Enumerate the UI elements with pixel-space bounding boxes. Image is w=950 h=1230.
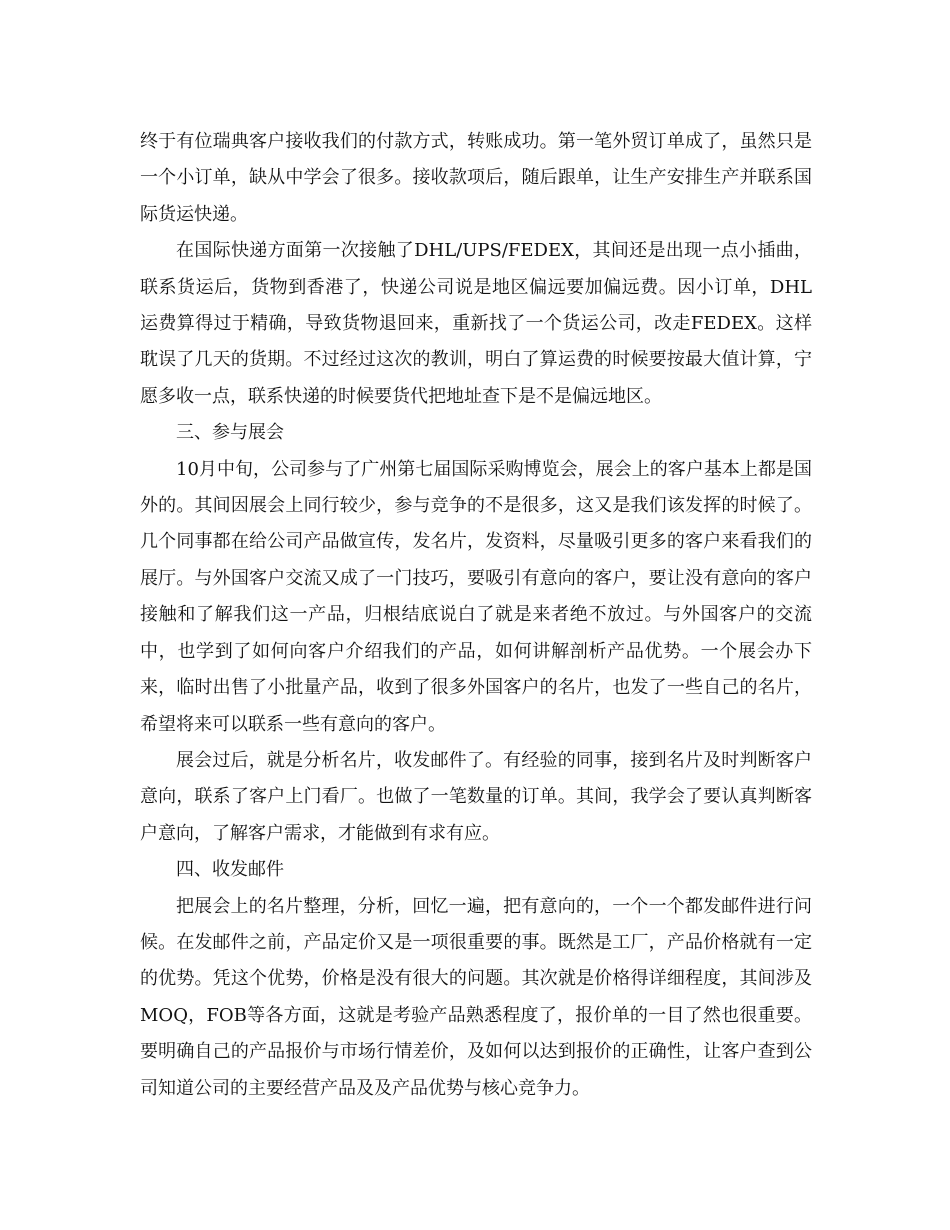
section-heading-exhibition: 三、参与展会	[176, 422, 284, 444]
section-heading-email: 四、收发邮件	[176, 859, 284, 881]
paragraph-after-exhibition: 展会过后，就是分析名片，收发邮件了。有经验的同事，接到名片及时判断客户意向，联系了客户上门看厂。也做了一笔数量的订单。其间，我学会了要认真判断客户意向，了解客户需求，才能做到有求有应。	[140, 749, 812, 844]
paragraph-international-express: 在国际快递方面第一次接触了DHL/UPS/FEDEX，其间还是出现一点小插曲，联系货运后，货物到香港了，快递公司说是地区偏远要加偏远费。因小订单，DHL运费算得过于精确，导致货物退回来，重新找了一个货运公司，改走FEDEX。这样耽误了几天的货期。不过经过这次的教训，明白了算运费的时候要按最大值计算，宁愿多收一点，联系快递的时候要货代把地址查下是不是偏远地区。	[140, 240, 812, 407]
paragraph-exhibition: 10月中旬，公司参与了广州第七届国际采购博览会，展会上的客户基本上都是国外的。其间因展会上同行较少，参与竞争的不是很多，这又是我们该发挥的时候了。几个同事都在给公司产品做宣传，发名片，发资料，尽量吸引更多的客户来看我们的展厅。与外国客户交流又成了一门技巧，要吸引有意向的客户，要让没有意向的客户接触和了解我们这一产品，归根结底说白了就是来者绝不放过。与外国客户的交流中，也学到了如何向客户介绍我们的产品，如何讲解剖析产品优势。一个展会办下来，临时出售了小批量产品，收到了很多外国客户的名片，也发了一些自己的名片，希望将来可以联系一些有意向的客户。	[140, 458, 812, 735]
document-body	[140, 124, 812, 1107]
paragraph-payment-success: 终于有位瑞典客户接收我们的付款方式，转账成功。第一笔外贸订单成了，虽然只是一个小订单，缺从中学会了很多。接收款项后，随后跟单，让生产安排生产并联系国际货运快递。	[140, 131, 812, 225]
paragraph-email: 把展会上的名片整理，分析，回忆一遍，把有意向的，一个一个都发邮件进行问候。在发邮件之前，产品定价又是一项很重要的事。既然是工厂，产品价格就有一定的优势。凭这个优势，价格是没有很大的问题。其次就是价格得详细程度，其间涉及MOQ，FOB等各方面，这就是考验产品熟悉程度了，报价单的一目了然也很重要。要明确自己的产品报价与市场行情差价，及如何以达到报价的正确性，让客户查到公司知道公司的主要经营产品及及产品优势与核心竞争力。	[140, 895, 812, 1099]
